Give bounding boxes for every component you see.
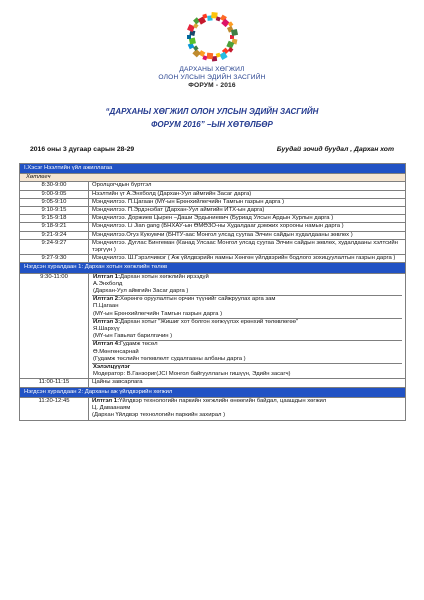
logo-tile <box>192 49 200 57</box>
row-activity: Мэндчилгээ. Ш.Гэрэлчимэг ( Аж үйлдвэрийн яамны Хөнгөн үйлдвэрийн бодлого зохицуулалтын газрын дарга ) <box>89 255 406 263</box>
row-activity: Цайны завсарлага <box>89 379 406 387</box>
table-row <box>20 255 406 263</box>
talk-item <box>92 296 402 319</box>
plenary1-row <box>20 273 406 379</box>
talk-speaker-role: (МҮ-ын Ерөнхийлөгчийн Тамгын газрын дарга ) <box>93 310 223 317</box>
row-time: 9:21-9:24 <box>20 231 89 239</box>
logo-tile <box>228 47 234 53</box>
logo-tile <box>207 53 214 60</box>
table-row <box>20 190 406 198</box>
table-row <box>20 182 406 190</box>
row-activity: Мэндчилгээ.Огуз Куюумчи (БНТУ-аас Монгол улсад суугаа Элчин сайдын худалдааны зөвлөх ) <box>89 231 406 239</box>
talk-speaker: П.Цагаан <box>93 303 119 310</box>
row-activity: Мэндчилгээ. Дуглас Бингеман (Канад Улсаас Монгол улсад суугаа Элчин сайдын зөвлөх, худалдааны хэлтсийн тэргүүн ) <box>89 239 406 254</box>
discussion-moderator: Модератор: В.Ганзориг(JCI Монгол байгууллагын гишүүн, Эдийн засагч) <box>93 371 291 378</box>
talk-item <box>92 341 402 364</box>
talk-speaker: Ө.Мөнгөнсарнай <box>93 348 139 355</box>
row-time: 9:27-9:30 <box>20 255 89 263</box>
talk-title: Үйлдвэр технологийн паркийн хөгжлийн өнөөгийн байдал, цаашдын хөгжил <box>119 397 327 404</box>
row-time: 9:24-9:27 <box>20 239 89 254</box>
row-time: 9:00-9:05 <box>20 190 89 198</box>
discussion-label: Хэлэлцүүлэг <box>93 364 131 371</box>
discussion-item <box>92 364 402 379</box>
table-row <box>20 231 406 239</box>
table-row <box>20 215 406 223</box>
row-activity: Мэндчилгээ. П.Цагаан (МҮ-ын Ерөнхийлөгчийн Тамгын газрын дарга ) <box>89 198 406 206</box>
talk-label: Илтгэл 1: <box>92 397 120 404</box>
talk-speaker: Ц. Даваанаям <box>92 405 131 412</box>
page-title-line-2: ФОРУМ 2016” –ЫН ХӨТӨЛБӨР <box>151 120 273 129</box>
row-activity: Мэндчилгээ. Li Jian gang (БНХАУ-ын ӨМӨЗО-ны Худалдааг дэмжих хорооны намын дарга ) <box>89 223 406 231</box>
row-time: 11:20-12:45 <box>20 397 89 420</box>
row-activity: Мэндчилгээ. Доржиев Цырен –Даши Эрдыниевич (Буриад Улсын Ардын Хурлын дарга ) <box>89 215 406 223</box>
event-date: 2016 оны 3 дугаар сарын 28-29 <box>30 146 135 153</box>
talk-title: Гудамж төсөл <box>120 341 158 348</box>
coffee-break-row <box>20 379 406 387</box>
forum-logo-ring-icon <box>176 8 248 66</box>
talk-item <box>89 397 406 420</box>
table-row <box>20 239 406 254</box>
event-venue: Буудай зочид буудал , Дархан хот <box>276 146 394 153</box>
logo-tile <box>187 35 191 39</box>
table-row <box>20 207 406 215</box>
program-table <box>19 163 406 421</box>
row-time: 9:15-9:18 <box>20 215 89 223</box>
table-row <box>20 198 406 206</box>
row-activity: Оролцогчдын бүртгэл <box>89 182 406 190</box>
plenary2-row <box>20 397 406 420</box>
row-time: 9:30-11:00 <box>20 273 89 379</box>
row-time: 8:30-9:00 <box>20 182 89 190</box>
talk-label: Илтгэл 1: <box>93 273 121 280</box>
talk-label: Илтгэл 4: <box>93 341 121 348</box>
talk-label: Илтгэл 3: <box>93 318 121 325</box>
talk-speaker-role: (Дархан Үйлдвэр технологийн паркийн захирал ) <box>92 412 226 419</box>
row-time: 9:10-9:15 <box>20 207 89 215</box>
section-header-part1: I.Хэсэг Нээлтийн үйл ажиллагаа <box>20 164 406 174</box>
talk-item <box>92 318 402 341</box>
row-activity: Мэндчилгээ. П.Эрдэнэбат (Дархан-Уул аймгийн ИТХ-ын дарга) <box>89 207 406 215</box>
org-name-line-3: ФОРУМ - 2016 <box>188 82 236 89</box>
talk-label: Илтгэл 2: <box>93 296 121 303</box>
talk-title: Дархан хотын хөгжлийн ирээдүй <box>120 273 209 280</box>
talk-speaker-role: (МҮ-ын Гавьяат барилгачин ) <box>93 333 173 340</box>
row-time: 9:18-9:21 <box>20 223 89 231</box>
row-activity: Нээлтийн үг А.Энхболд (Дархан-Уул аймгийн Засаг дарга) <box>89 190 406 198</box>
plenary1-items <box>92 274 402 379</box>
logo-tile <box>231 29 238 36</box>
talk-title: Дархан хотыг "Жишиг хот болгон хөгжүүлэх ерөнхий төлөвлөгөө" <box>120 318 299 325</box>
page-title-line-1: “ДАРХАНЫ ХӨГЖИЛ ОЛОН УЛСЫН ЭДИЙН ЗАСГИЙН <box>105 107 319 116</box>
talk-speaker-role: (Гудамж төслийн төлөвлөлт судалгааны албаны дарга ) <box>93 355 246 362</box>
talk-item <box>92 274 402 296</box>
row-time: 11:00-11:15 <box>20 379 89 387</box>
talk-title: Хөрөнгө оруулалтын орчин түүнийг сайжруулах арга зам <box>120 296 276 303</box>
moderator-row: Хөтлөгч <box>20 174 406 182</box>
section-header-plenary1: Нэгдсэн хуралдаан 1: Дархан хотын хөгжлийн төлөв <box>20 263 406 273</box>
row-time: 9:05-9:10 <box>20 198 89 206</box>
talk-speaker: Я.Шархүү <box>93 326 120 333</box>
section-header-plenary2: Нэгдсэн хуралдаан 2: Дарханы аж үйлдвэрийн хөгжил <box>20 387 406 397</box>
table-row <box>20 223 406 231</box>
talk-speaker: А.Энхболд <box>93 280 123 287</box>
talk-speaker-role: (Дархан-Уул аймгийн Засаг дарга ) <box>93 288 189 295</box>
org-name-line-2: ОЛОН УЛСЫН ЭДИЙН ЗАСГИЙН <box>158 74 266 81</box>
org-name-line-1: ДАРХАНЫ ХӨГЖИЛ <box>179 66 245 73</box>
